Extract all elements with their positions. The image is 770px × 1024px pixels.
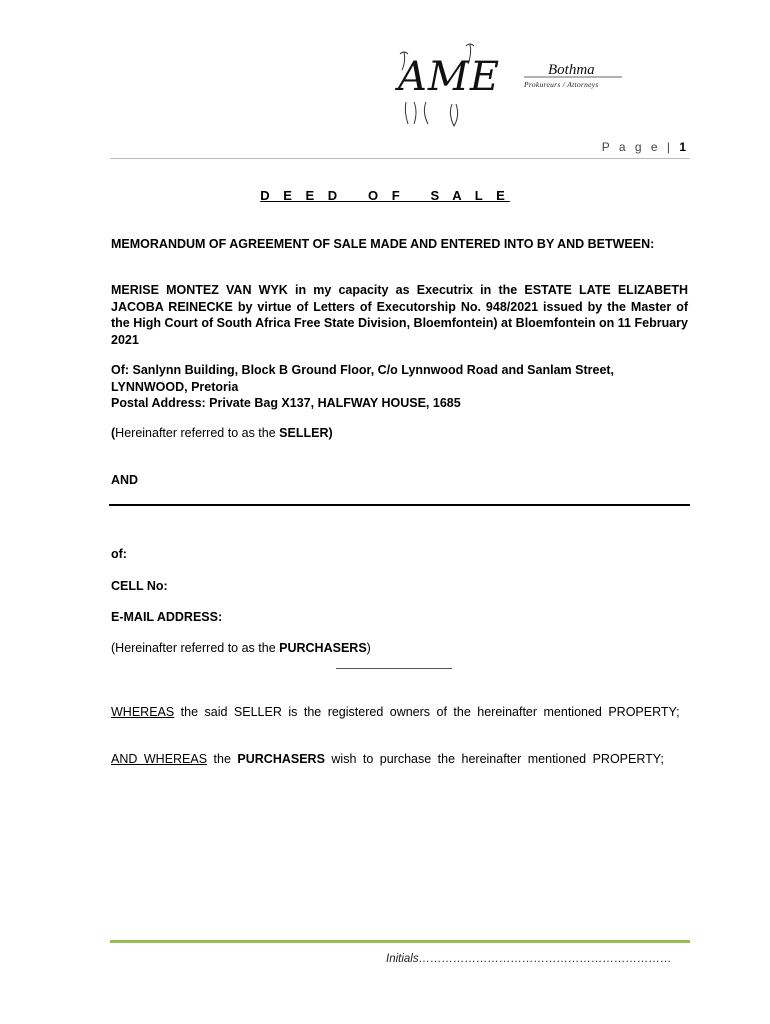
seller-address [111, 362, 688, 412]
purchaser-name-line [109, 504, 690, 506]
whereas-clause-2-party: PURCHASERS [237, 752, 325, 766]
header-divider [110, 158, 690, 159]
page-number [602, 140, 686, 154]
seller-description: MERISE MONTEZ VAN WYK in my capacity as Executrix in the ESTATE LATE ELIZABETH JACOBA REINECKE by virtue of Letters of Executorship No. 948/2021 issued by the Master of the High Court of South Africa Free State Division, Bloemfontein) at Bloemfontein on 11 February 2021 [111, 283, 688, 347]
whereas-clause-1-text: the said SELLER is the registered owners of the hereinafter mentioned PROPERTY; [174, 705, 680, 719]
whereas-clause-2 [111, 751, 688, 768]
whereas-clause-1 [111, 704, 688, 721]
purchaser-cell-label: CELL No: [111, 579, 168, 593]
logo-subtitle: Prokureurs / Attorneys [524, 80, 599, 89]
footer-divider [110, 940, 690, 943]
purchaser-reference [111, 640, 688, 657]
seller-ref-text: Hereinafter referred to as the [115, 426, 280, 440]
firm-logo [392, 40, 632, 135]
purchaser-ref-party: PURCHASERS [279, 641, 367, 655]
whereas-keyword: WHEREAS [111, 705, 175, 719]
purchaser-of-label: of: [111, 547, 127, 561]
seller-address-line1: Of: Sanlynn Building, Block B Ground Floor, C/o Lynnwood Road and Sanlam Street, LYNNWOOD, Pretoria [111, 363, 615, 394]
purchaser-ref-close: ) [366, 641, 371, 655]
seller-postal-address: Postal Address: Private Bag X137, HALFWAY HOUSE, 1685 [111, 396, 461, 410]
whereas-clause-2-text-before: the [207, 752, 238, 766]
section-divider [336, 668, 452, 669]
initials-line: Initials………………………………………………………… [386, 953, 672, 965]
page-label: P a g e | [601, 140, 673, 154]
purchaser-ref-text: (Hereinafter referred to as the [111, 641, 280, 655]
document-title: D E E D O F S A L E [260, 188, 510, 203]
seller-ref-party: SELLER) [279, 426, 333, 440]
and-label: AND [111, 473, 139, 487]
intro-paragraph: MEMORANDUM OF AGREEMENT OF SALE MADE AND ENTERED INTO BY AND BETWEEN: [111, 237, 655, 251]
logo-name: Bothma [548, 62, 595, 78]
whereas-clause-2-text-after: wish to purchase the hereinafter mentioned PROPERTY; [324, 752, 664, 766]
purchaser-email-label: E-MAIL ADDRESS: [111, 610, 223, 624]
logo-brand: AME [398, 54, 501, 100]
and-whereas-keyword: AND WHEREAS [111, 752, 208, 766]
seller-reference [111, 425, 688, 442]
seller-ref-open: ( [111, 426, 116, 440]
page-number-value: 1 [679, 140, 686, 154]
